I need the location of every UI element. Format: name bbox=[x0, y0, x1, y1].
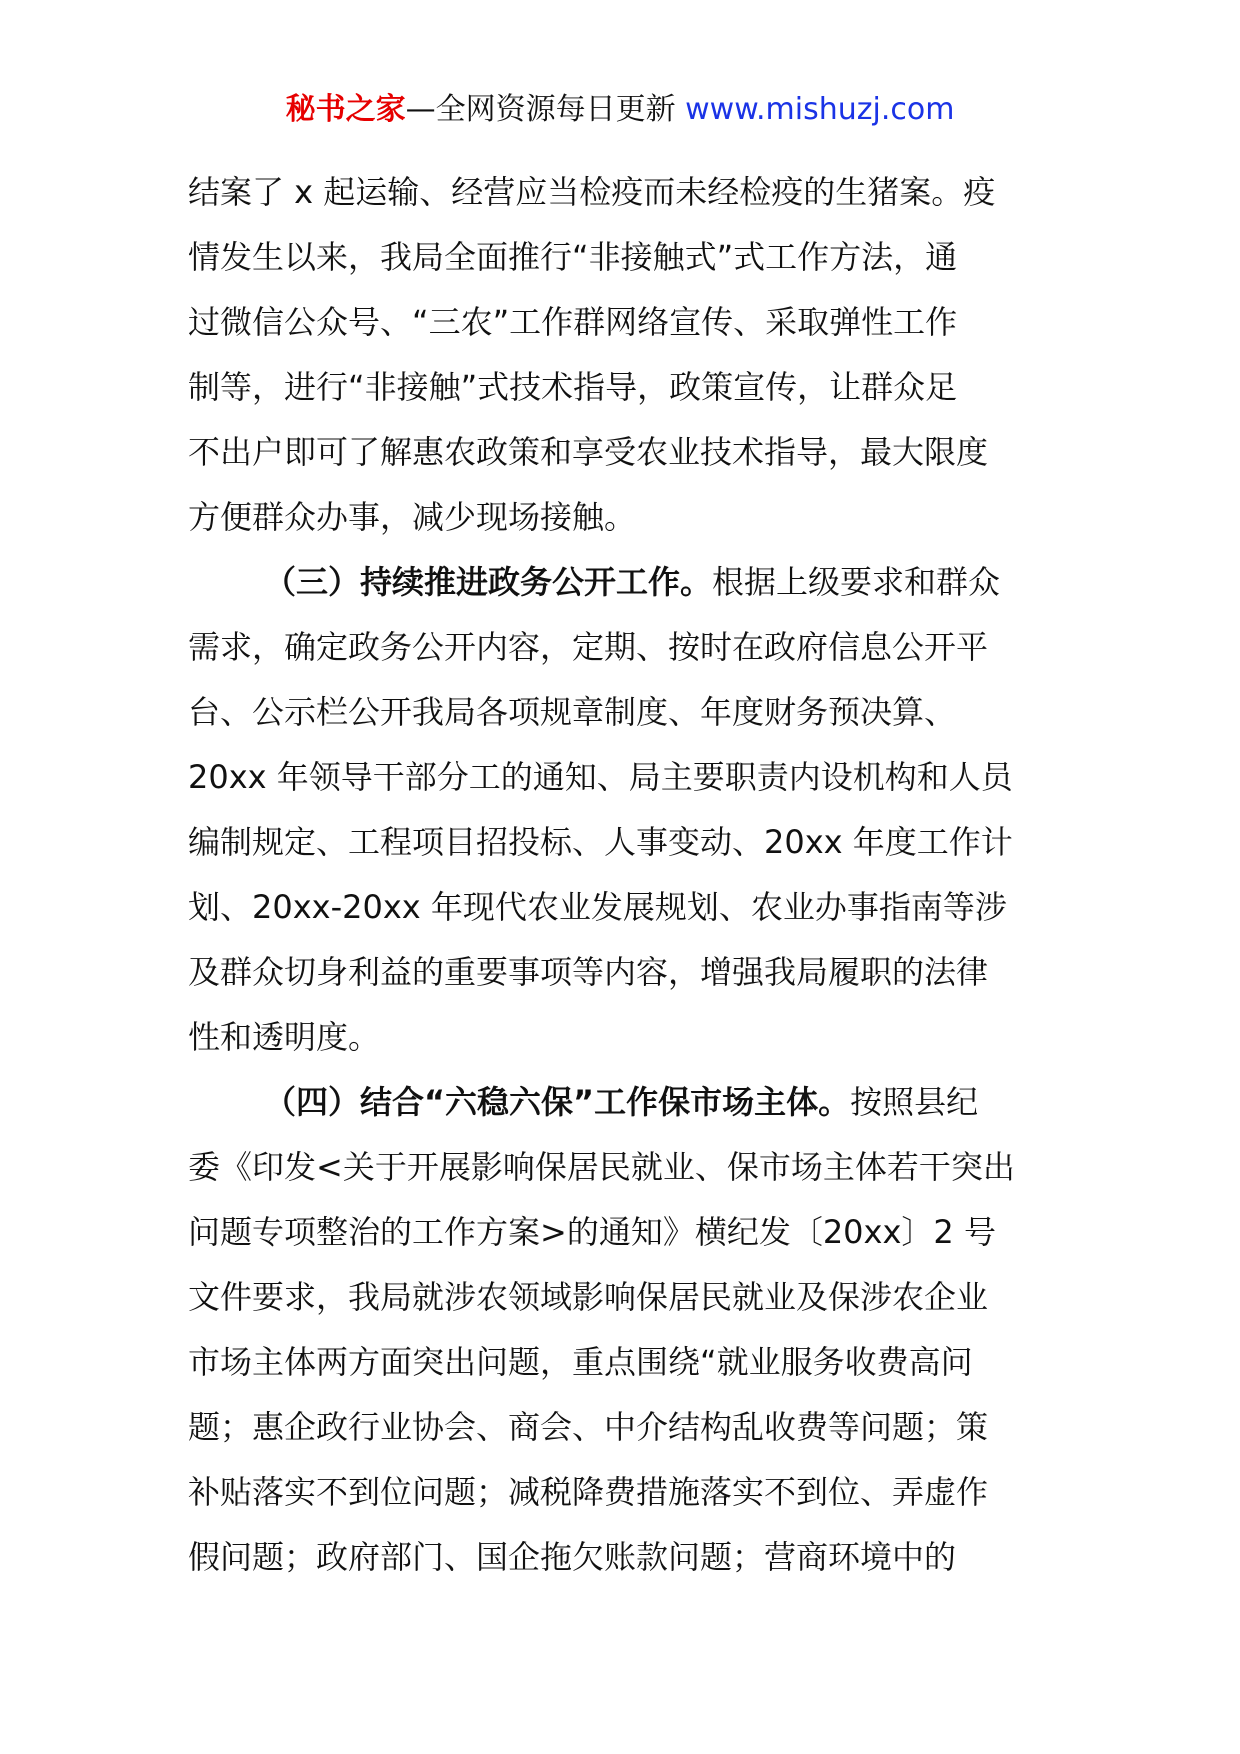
text-line: 台、公示栏公开我局各项规章制度、年度财务预决算、 bbox=[188, 693, 957, 731]
text-line: 需求，确定政务公开内容，定期、按时在政府信息公开平 bbox=[188, 628, 989, 666]
text-line: 编制规定、工程项目招投标、人事变动、20xx 年度工作计 bbox=[188, 823, 1013, 861]
document-body bbox=[188, 160, 1068, 1590]
header-url-link[interactable]: www.mishuzj.com bbox=[685, 92, 955, 127]
text-line: 题；惠企政行业协会、商会、中介结构乱收费等问题；策 bbox=[188, 1408, 989, 1446]
paragraph-first-line bbox=[188, 550, 1068, 615]
text-line: 市场主体两方面突出问题，重点围绕“就业服务收费高问 bbox=[188, 1343, 973, 1381]
text-line: 划、20xx-20xx 年现代农业发展规划、农业办事指南等涉 bbox=[188, 888, 1007, 926]
text-line: 委《印发<关于开展影响保居民就业、保市场主体若干突出 bbox=[188, 1148, 1015, 1186]
section-heading: （四）结合“六稳六保”工作保市场主体。 bbox=[264, 1083, 851, 1121]
text-line: 文件要求，我局就涉农领域影响保居民就业及保涉农企业 bbox=[188, 1278, 989, 1316]
text-line: 假问题；政府部门、国企拖欠账款问题；营商环境中的 bbox=[188, 1538, 957, 1576]
text-line: 性和透明度。 bbox=[188, 1018, 381, 1056]
text-run: 按照县纪 bbox=[850, 1083, 979, 1121]
text-line: 情发生以来，我局全面推行“非接触式”式工作方法，通 bbox=[188, 238, 958, 276]
page-header bbox=[0, 88, 1240, 132]
paragraph-1 bbox=[188, 160, 1068, 550]
text-line: 20xx 年领导干部分工的通知、局主要职责内设机构和人员 bbox=[188, 758, 1013, 796]
paragraph-3 bbox=[188, 1070, 1068, 1590]
header-tagline: —全网资源每日更新 bbox=[405, 92, 686, 127]
text-line: 方便群众办事，减少现场接触。 bbox=[188, 498, 637, 536]
header-brand: 秘书之家 bbox=[285, 92, 406, 127]
text-line: 不出户即可了解惠农政策和享受农业技术指导，最大限度 bbox=[188, 433, 989, 471]
text-run: 根据上级要求和群众 bbox=[712, 563, 1001, 601]
paragraph-2 bbox=[188, 550, 1068, 1070]
text-line: 制等，进行“非接触”式技术指导，政策宣传，让群众足 bbox=[188, 368, 958, 406]
text-line: 补贴落实不到位问题；减税降费措施落实不到位、弄虚作 bbox=[188, 1473, 989, 1511]
text-line: 问题专项整治的工作方案>的通知》横纪发〔20xx〕2 号 bbox=[188, 1213, 996, 1251]
section-heading: （三）持续推进政务公开工作。 bbox=[264, 563, 713, 601]
text-line: 及群众切身利益的重要事项等内容，增强我局履职的法律 bbox=[188, 953, 989, 991]
text-line: 过微信公众号、“三农”工作群网络宣传、采取弹性工作 bbox=[188, 303, 958, 341]
paragraph-first-line bbox=[188, 1070, 1068, 1135]
text-line: 结案了 x 起运输、经营应当检疫而未经检疫的生猪案。疫 bbox=[188, 173, 996, 211]
